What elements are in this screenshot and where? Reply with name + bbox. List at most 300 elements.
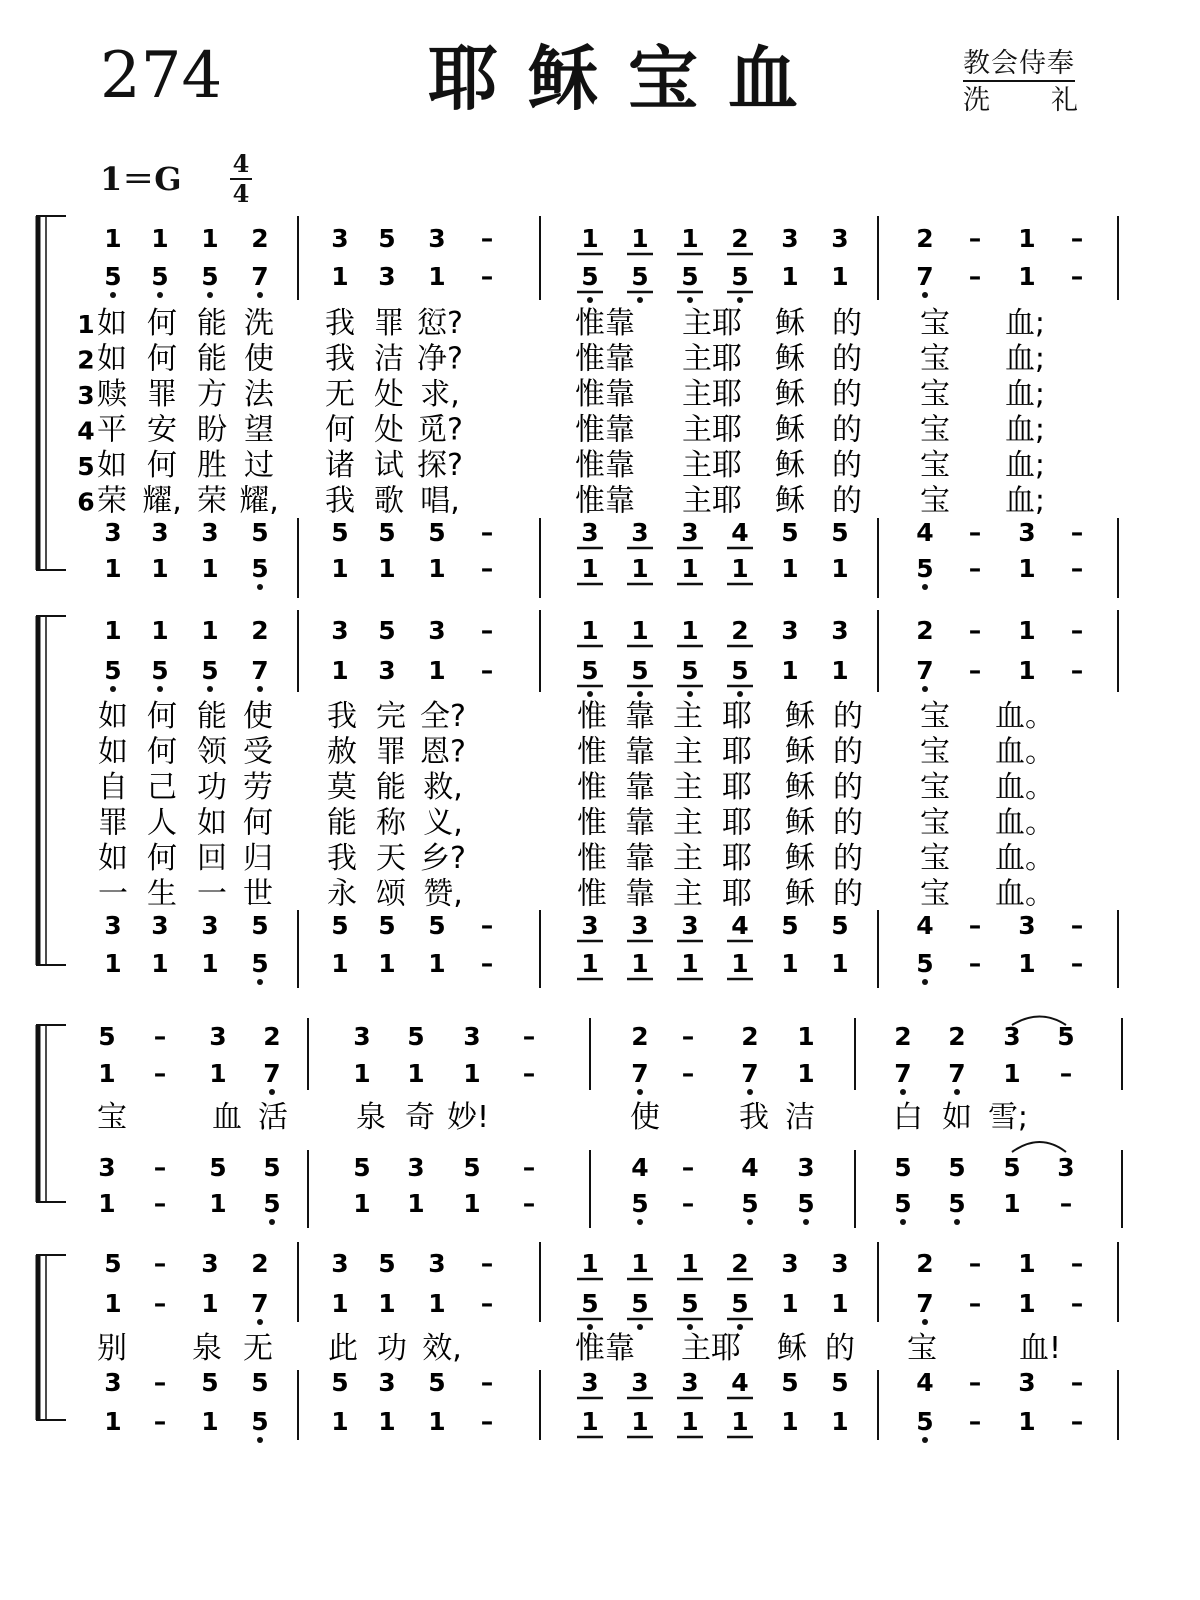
note: 5 <box>378 518 396 547</box>
lyric-syllable: 稣 <box>775 412 805 448</box>
note: 3 <box>151 911 169 940</box>
lyric-syllable: 惟靠 <box>575 341 635 377</box>
lyric-syllable: 处 <box>374 377 404 412</box>
note: – <box>1059 1059 1073 1088</box>
note: 1 <box>631 224 649 253</box>
lyric-syllable: 雪; <box>987 1100 1029 1135</box>
octave-dot <box>922 292 928 298</box>
octave-dot <box>922 1319 928 1325</box>
lyric-syllable: 的 <box>832 483 862 519</box>
octave-dot <box>157 292 163 298</box>
lyric-syllable: 赎 <box>97 377 127 412</box>
lyric-syllable: 救, <box>423 770 463 805</box>
lyric-syllable: 耶 <box>722 699 752 734</box>
lyric-syllable: 宝 <box>920 841 950 876</box>
note: 3 <box>681 1368 699 1397</box>
note: 1 <box>831 1289 849 1318</box>
lyric-syllable: 劳 <box>243 770 273 805</box>
lyric-syllable: 惟 <box>577 699 607 734</box>
octave-dot <box>747 1219 753 1225</box>
note: – <box>1070 554 1084 583</box>
note: 3 <box>209 1022 227 1051</box>
octave-dot <box>900 1219 906 1225</box>
note: – <box>968 656 982 685</box>
lyric-syllable: 惟 <box>577 805 607 841</box>
lyric-syllable: 荣 <box>97 483 127 519</box>
lyric-syllable: 血; <box>1004 483 1046 519</box>
note: – <box>522 1189 536 1218</box>
lyric-syllable: 歌 <box>374 483 404 519</box>
note: 2 <box>731 616 749 645</box>
note: 1 <box>463 1189 481 1218</box>
note: – <box>1070 518 1084 547</box>
note: 1 <box>781 949 799 978</box>
note: 3 <box>151 518 169 547</box>
octave-dot <box>207 686 213 692</box>
verse-number: 6 <box>77 487 95 517</box>
note: 3 <box>631 518 649 547</box>
lyric-syllable: 使 <box>244 341 274 377</box>
octave-dot <box>737 297 743 303</box>
octave-dot <box>587 297 593 303</box>
note: 1 <box>378 1407 396 1436</box>
note: 5 <box>104 656 122 685</box>
note: 1 <box>1018 554 1036 583</box>
verse-number: 5 <box>77 452 95 481</box>
note: 3 <box>1018 1368 1036 1397</box>
lyric-syllable: 血! <box>1018 1331 1062 1366</box>
lyric-syllable: 活 <box>258 1100 288 1135</box>
lyric-syllable: 能 <box>327 805 357 841</box>
octave-dot <box>637 1219 643 1225</box>
lyric-syllable: 血。 <box>995 805 1055 841</box>
octave-dot <box>257 584 263 590</box>
note: 5 <box>581 262 599 291</box>
note: 1 <box>831 554 849 583</box>
lyric-syllable: 惟 <box>577 841 607 876</box>
lyric-syllable: 觅? <box>417 412 463 448</box>
note: 1 <box>98 1189 116 1218</box>
note: 4 <box>741 1153 759 1182</box>
note: 2 <box>916 616 934 645</box>
note: – <box>1070 224 1084 253</box>
lyric-syllable: 莫 <box>327 770 357 805</box>
note: 3 <box>331 224 349 253</box>
note: – <box>968 262 982 291</box>
lyric-syllable: 血。 <box>995 876 1055 912</box>
note: 1 <box>201 1289 219 1318</box>
note: – <box>480 1289 494 1318</box>
note: 2 <box>251 1249 269 1278</box>
note: 3 <box>104 1368 122 1397</box>
note: 1 <box>1018 1407 1036 1436</box>
lyric-syllable: 的 <box>832 448 862 483</box>
note: 5 <box>681 1289 699 1318</box>
note: – <box>480 656 494 685</box>
note: 1 <box>581 616 599 645</box>
note: 5 <box>916 554 934 583</box>
lyric-syllable: 我 <box>739 1100 769 1135</box>
lyric-syllable: 血。 <box>995 699 1055 734</box>
lyric-syllable: 的 <box>833 699 863 734</box>
octave-dot <box>687 1324 693 1330</box>
lyric-syllable: 试 <box>374 448 404 483</box>
note: 1 <box>151 949 169 978</box>
note: – <box>522 1153 536 1182</box>
note: 1 <box>581 1249 599 1278</box>
lyric-syllable: 惟靠 <box>575 306 635 341</box>
lyric-syllable: 望 <box>244 412 274 448</box>
note: 7 <box>263 1059 281 1088</box>
lyric-syllable: 盼 <box>197 412 227 448</box>
lyric-syllable: 主耶 <box>682 306 742 341</box>
note: 5 <box>631 1289 649 1318</box>
note: 3 <box>104 911 122 940</box>
lyric-syllable: 自 <box>98 770 128 805</box>
verse-number: 2 <box>77 345 95 375</box>
note: 1 <box>331 656 349 685</box>
note: 1 <box>731 1407 749 1436</box>
lyric-syllable: 如 <box>97 341 127 377</box>
note: – <box>1070 656 1084 685</box>
lyric-syllable: 惟靠 <box>575 448 635 483</box>
subcategory-char-1: 洗 <box>963 85 990 116</box>
note: – <box>1059 1189 1073 1218</box>
note: 1 <box>201 616 219 645</box>
lyric-syllable: 如 <box>197 805 227 841</box>
note: 5 <box>781 1368 799 1397</box>
time-signature-bottom: 4 <box>232 179 250 208</box>
lyric-syllable: 稣 <box>785 805 815 841</box>
lyric-syllable: 血。 <box>995 770 1055 805</box>
lyric-syllable: 如 <box>97 306 127 341</box>
lyric-syllable: 赦 <box>327 734 357 770</box>
note: – <box>681 1189 695 1218</box>
lyric-syllable: 主 <box>673 734 703 770</box>
note: 1 <box>353 1189 371 1218</box>
lyric-syllable: 宝 <box>907 1331 937 1366</box>
note: 5 <box>104 1249 122 1278</box>
octave-dot <box>257 686 263 692</box>
note: 5 <box>428 518 446 547</box>
lyric-syllable: 白 <box>893 1100 923 1135</box>
lyric-syllable: 别 <box>97 1331 127 1366</box>
lyric-syllable: 妙! <box>446 1100 490 1135</box>
note: 1 <box>428 1289 446 1318</box>
note: 3 <box>831 224 849 253</box>
lyric-syllable: 稣 <box>775 377 805 412</box>
note: 5 <box>428 1368 446 1397</box>
lyric-syllable: 何 <box>147 341 177 377</box>
octave-dot <box>269 1219 275 1225</box>
lyric-syllable: 耀, <box>142 483 182 519</box>
note: 1 <box>781 262 799 291</box>
note: 1 <box>104 949 122 978</box>
lyric-syllable: 耶 <box>722 734 752 770</box>
note: 5 <box>209 1153 227 1182</box>
lyric-syllable: 受 <box>243 734 273 770</box>
lyric-syllable: 无 <box>325 377 355 412</box>
note: – <box>153 1289 167 1318</box>
lyric-syllable: 生 <box>147 876 177 912</box>
lyric-syllable: 何 <box>147 734 177 770</box>
note: 1 <box>831 656 849 685</box>
note: 2 <box>948 1022 966 1051</box>
lyric-syllable: 耶 <box>722 876 752 912</box>
note: 1 <box>631 616 649 645</box>
lyric-syllable: 回 <box>197 841 227 876</box>
note: 5 <box>741 1189 759 1218</box>
slur <box>1012 1142 1066 1152</box>
lyric-syllable: 世 <box>243 876 273 912</box>
note: – <box>968 554 982 583</box>
lyric-syllable: 稣 <box>785 734 815 770</box>
lyric-syllable: 宝 <box>920 699 950 734</box>
lyric-syllable: 主耶 <box>682 377 742 412</box>
note: 3 <box>378 656 396 685</box>
note: 1 <box>731 554 749 583</box>
octave-dot <box>687 297 693 303</box>
note: 3 <box>831 616 849 645</box>
lyric-syllable: 宝 <box>920 377 950 412</box>
octave-dot <box>737 691 743 697</box>
note: 5 <box>581 1289 599 1318</box>
note: 5 <box>731 262 749 291</box>
note: 1 <box>209 1189 227 1218</box>
octave-dot <box>257 292 263 298</box>
lyric-syllable: 宝 <box>97 1100 127 1135</box>
note: 1 <box>631 949 649 978</box>
lyric-syllable: 宝 <box>920 805 950 841</box>
note: 5 <box>331 1368 349 1397</box>
note: 3 <box>1057 1153 1075 1182</box>
lyric-syllable: 稣 <box>785 876 815 912</box>
note: 1 <box>1018 262 1036 291</box>
note: – <box>1070 1368 1084 1397</box>
lyric-syllable: 罪 <box>147 377 177 412</box>
note: 4 <box>731 1368 749 1397</box>
note: 1 <box>98 1059 116 1088</box>
lyric-syllable: 的 <box>833 841 863 876</box>
note: 3 <box>681 911 699 940</box>
note: 4 <box>916 1368 934 1397</box>
note: 3 <box>1018 518 1036 547</box>
lyric-syllable: 血; <box>1004 341 1046 377</box>
lyric-syllable: 一 <box>98 876 128 912</box>
lyric-syllable: 一 <box>197 876 227 912</box>
note: – <box>1070 1249 1084 1278</box>
lyric-syllable: 宝 <box>920 483 950 519</box>
note: 3 <box>781 224 799 253</box>
note: 7 <box>741 1059 759 1088</box>
lyric-syllable: 稣 <box>775 341 805 377</box>
octave-dot <box>637 1089 643 1095</box>
lyric-syllable: 宝 <box>920 306 950 341</box>
note: 3 <box>681 518 699 547</box>
lyric-syllable: 永 <box>327 876 357 912</box>
note: 7 <box>916 656 934 685</box>
note: 1 <box>428 262 446 291</box>
note: 3 <box>781 1249 799 1278</box>
note: – <box>480 911 494 940</box>
note: 7 <box>631 1059 649 1088</box>
note: 1 <box>681 616 699 645</box>
lyric-syllable: 主耶 <box>681 1331 741 1366</box>
lyric-syllable: 唱, <box>420 483 460 519</box>
note: 1 <box>428 554 446 583</box>
lyric-syllable: 稣 <box>785 699 815 734</box>
note: 1 <box>463 1059 481 1088</box>
note: – <box>480 949 494 978</box>
octave-dot <box>157 686 163 692</box>
note: 2 <box>741 1022 759 1051</box>
note: – <box>968 1249 982 1278</box>
lyric-syllable: 惟 <box>577 770 607 805</box>
lyric-syllable: 领 <box>197 734 227 770</box>
lyric-syllable: 如 <box>942 1100 972 1135</box>
note: 2 <box>916 1249 934 1278</box>
note: 3 <box>1018 911 1036 940</box>
note: – <box>153 1407 167 1436</box>
lyric-syllable: 罪 <box>374 306 404 341</box>
octave-dot <box>637 1324 643 1330</box>
note: 5 <box>353 1153 371 1182</box>
note: 1 <box>201 554 219 583</box>
octave-dot <box>922 979 928 985</box>
lyric-syllable: 靠 <box>625 770 655 805</box>
octave-dot <box>900 1089 906 1095</box>
lyric-syllable: 靠 <box>625 876 655 912</box>
note: – <box>153 1153 167 1182</box>
note: 1 <box>201 949 219 978</box>
note: 1 <box>428 1407 446 1436</box>
note: 1 <box>151 224 169 253</box>
note: 3 <box>378 262 396 291</box>
note: 1 <box>1018 1289 1036 1318</box>
lyric-syllable: 探? <box>417 448 463 483</box>
lyric-syllable: 乡? <box>420 841 466 876</box>
note: – <box>968 518 982 547</box>
note: 1 <box>831 949 849 978</box>
lyric-syllable: 的 <box>832 412 862 448</box>
note: 1 <box>378 554 396 583</box>
note: 3 <box>98 1153 116 1182</box>
note: 3 <box>201 1249 219 1278</box>
lyric-syllable: 惟靠 <box>575 377 635 412</box>
note: 7 <box>894 1059 912 1088</box>
note: 5 <box>948 1189 966 1218</box>
note: – <box>968 1289 982 1318</box>
lyric-syllable: 主耶 <box>682 341 742 377</box>
lyric-syllable: 功 <box>197 770 227 805</box>
octave-dot <box>922 686 928 692</box>
lyric-syllable: 惟靠 <box>575 483 635 519</box>
lyric-syllable: 惟 <box>577 734 607 770</box>
lyric-syllable: 处 <box>374 412 404 448</box>
note: 1 <box>631 554 649 583</box>
lyric-syllable: 主耶 <box>682 448 742 483</box>
verse-number: 3 <box>77 381 95 410</box>
lyric-syllable: 洁 <box>785 1100 815 1135</box>
note: – <box>1070 1289 1084 1318</box>
lyric-syllable: 耶 <box>722 770 752 805</box>
note: 5 <box>251 1407 269 1436</box>
note: – <box>1070 262 1084 291</box>
note: – <box>522 1059 536 1088</box>
note: – <box>522 1022 536 1051</box>
note: 5 <box>428 911 446 940</box>
note: 7 <box>948 1059 966 1088</box>
lyric-syllable: 何 <box>147 699 177 734</box>
note: 7 <box>251 656 269 685</box>
lyric-syllable: 奇 <box>405 1100 435 1135</box>
note: 1 <box>831 262 849 291</box>
note: 1 <box>1018 656 1036 685</box>
note: 2 <box>916 224 934 253</box>
note: 7 <box>251 262 269 291</box>
note: 5 <box>731 1289 749 1318</box>
note: 1 <box>581 949 599 978</box>
octave-dot <box>922 584 928 590</box>
note: 1 <box>781 1407 799 1436</box>
octave-dot <box>587 691 593 697</box>
lyric-syllable: 主耶 <box>682 483 742 519</box>
lyric-syllable: 宝 <box>920 876 950 912</box>
lyric-syllable: 惟靠 <box>575 412 635 448</box>
lyric-syllable: 颂 <box>376 876 406 912</box>
hymn-title: 耶稣宝血 <box>428 38 828 120</box>
note: 1 <box>104 616 122 645</box>
note: 1 <box>1003 1059 1021 1088</box>
lyric-syllable: 使 <box>630 1100 660 1135</box>
note: – <box>681 1153 695 1182</box>
note: 5 <box>331 518 349 547</box>
time-signature-top: 4 <box>232 149 250 178</box>
octave-dot <box>737 1324 743 1330</box>
lyric-syllable: 的 <box>832 306 862 341</box>
lyric-syllable: 主耶 <box>682 412 742 448</box>
lyric-syllable: 泉 <box>356 1100 386 1135</box>
lyric-syllable: 赞, <box>423 876 463 912</box>
lyric-syllable: 我 <box>327 699 357 734</box>
note: 2 <box>251 616 269 645</box>
lyric-syllable: 稣 <box>775 306 805 341</box>
note: 5 <box>463 1153 481 1182</box>
lyric-syllable: 主 <box>673 770 703 805</box>
note: 5 <box>731 656 749 685</box>
note: 5 <box>631 656 649 685</box>
lyric-syllable: 愆? <box>417 306 463 341</box>
lyric-syllable: 如 <box>98 699 128 734</box>
lyric-syllable: 能 <box>376 770 406 805</box>
note: 2 <box>731 224 749 253</box>
lyric-syllable: 宝 <box>920 341 950 377</box>
lyric-syllable: 的 <box>833 734 863 770</box>
note: 1 <box>331 1289 349 1318</box>
note: 1 <box>331 262 349 291</box>
note: 1 <box>797 1059 815 1088</box>
lyric-syllable: 宝 <box>920 412 950 448</box>
lyric-syllable: 何 <box>243 805 273 841</box>
lyric-syllable: 宝 <box>920 770 950 805</box>
note: 3 <box>581 518 599 547</box>
note: 3 <box>581 911 599 940</box>
note: 4 <box>731 911 749 940</box>
note: 1 <box>1018 949 1036 978</box>
note: 1 <box>1018 224 1036 253</box>
note: 5 <box>1057 1022 1075 1051</box>
note: 1 <box>151 616 169 645</box>
